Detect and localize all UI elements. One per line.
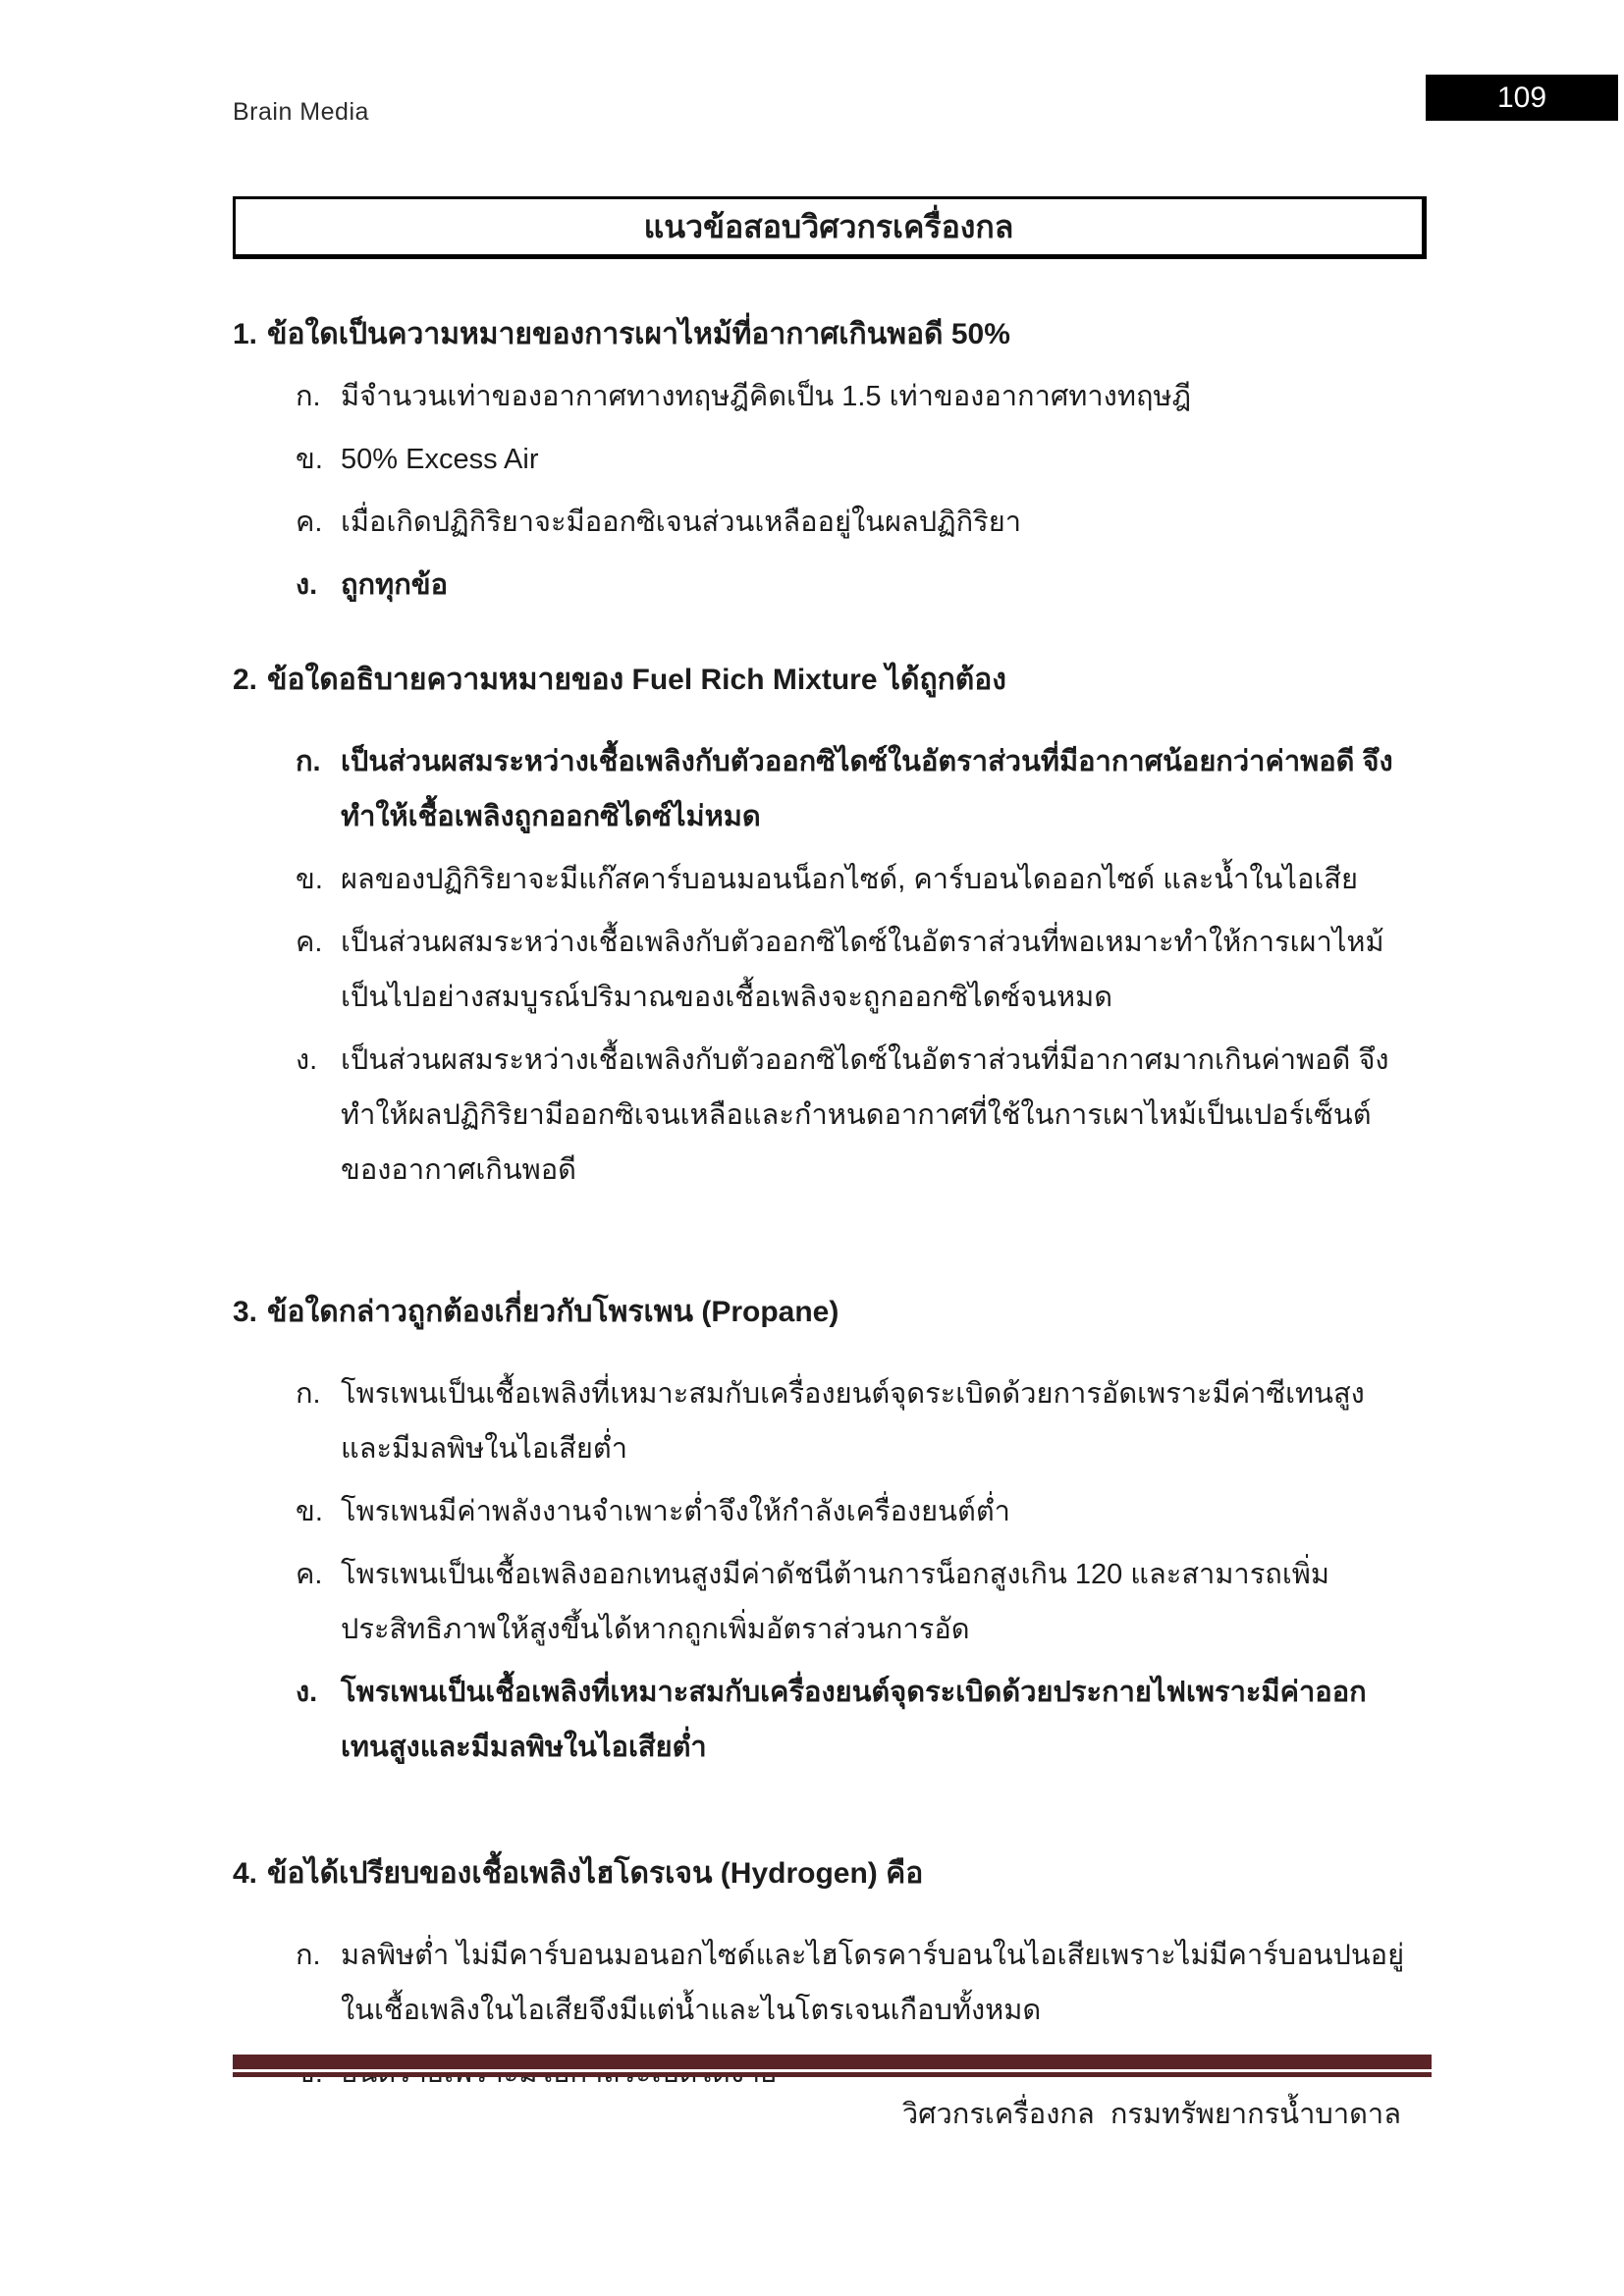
choice-label: ข.	[296, 1496, 323, 1527]
choice-list	[233, 369, 1427, 613]
choice-label: ข.	[296, 864, 323, 895]
question-block	[233, 314, 1427, 613]
question-number: 3.	[233, 1296, 258, 1328]
questions	[233, 314, 1427, 2042]
title-box	[233, 196, 1427, 259]
choice-list	[233, 1366, 1427, 1775]
footer-divider	[233, 2055, 1432, 2077]
choice-row	[233, 369, 1427, 424]
choice-label: ก.	[296, 1378, 321, 1410]
choice-text: เป็นส่วนผสมระหว่างเชื้อเพลิงกับตัวออกซิไดซ์ในอัตราส่วนที่มีอากาศมากเกินค่าพอดี จึงทำให้ผลปฏิกิริยามีออกซิเจนเหลือและกำหนดอากาศที่ใช้ในการเผาไหม้เป็นเปอร์เซ็นต์ของอากาศเกินพอดี	[341, 1044, 1389, 1186]
choice-label: ค.	[296, 1559, 323, 1590]
page-number-badge	[1426, 75, 1618, 121]
choice-text: เป็นส่วนผสมระหว่างเชื้อเพลิงกับตัวออกซิไดซ์ในอัตราส่วนที่มีอากาศน้อยกว่าค่าพอดี จึงทำให้เชื้อเพลิงถูกออกซิไดซ์ไม่หมด	[341, 746, 1393, 832]
question-text: ข้อใดกล่าวถูกต้องเกี่ยวกับโพรเพน (Propane)	[267, 1296, 839, 1328]
choice-row	[233, 558, 1427, 613]
choice-row	[233, 1547, 1427, 1657]
choice-row	[233, 1928, 1427, 2038]
brand-header: Brain Media	[233, 98, 369, 126]
choice-label: ก.	[296, 1940, 321, 1971]
question-heading	[233, 1292, 1427, 1333]
choice-text: มีจำนวนเท่าของอากาศทางทฤษฎีคิดเป็น 1.5 เท่าของอากาศทางทฤษฎี	[341, 381, 1192, 412]
choice-row	[233, 1366, 1427, 1476]
footer-credit: วิศวกรเครื่องกล กรมทรัพยากรน้ำบาดาล	[901, 2099, 1401, 2130]
choice-label: ค.	[296, 507, 323, 538]
question-number: 2.	[233, 664, 258, 696]
page-number: 109	[1496, 80, 1547, 114]
choice-text: เป็นส่วนผสมระหว่างเชื้อเพลิงกับตัวออกซิไดซ์ในอัตราส่วนที่พอเหมาะทำให้การเผาไหม้เป็นไปอย่างสมบูรณ์ปริมาณของเชื้อเพลิงจะถูกออกซิไดซ์จนหมด	[341, 927, 1384, 1013]
choice-text: ถูกทุกข้อ	[341, 569, 449, 601]
footer-divider-thick-band	[233, 2055, 1432, 2069]
choice-text: มลพิษต่ำ ไม่มีคาร์บอนมอนอกไซด์และไฮโดรคาร์บอนในไอเสียเพราะไม่มีคาร์บอนปนอยู่ในเชื้อเพลิงในไอเสียจึงมีแต่น้ำและไนโตรเจนเกือบทั้งหมด	[341, 1940, 1405, 2026]
choice-row	[233, 852, 1427, 907]
choice-label: ก.	[296, 746, 321, 777]
choice-text: โพรเพนเป็นเชื้อเพลิงที่เหมาะสมกับเครื่องยนต์จุดระเบิดด้วยประกายไฟเพราะมีค่าออก เทนสูงและมีมลพิษในไอเสียต่ำ	[341, 1677, 1367, 1763]
choice-row	[233, 1484, 1427, 1539]
choice-label: ค.	[296, 927, 323, 958]
question-heading	[233, 314, 1427, 355]
choice-row	[233, 1665, 1427, 1775]
question-heading	[233, 1853, 1427, 1895]
question-text: ข้อได้เปรียบของเชื้อเพลิงไฮโดรเจน (Hydrogen) คือ	[267, 1857, 924, 1890]
choice-text: 50% Excess Air	[341, 444, 539, 475]
choice-label: ง.	[296, 569, 318, 601]
question-block	[233, 1292, 1427, 1775]
choice-row	[233, 1033, 1427, 1198]
choice-label: ก.	[296, 381, 321, 412]
page-title: แนวข้อสอบวิศวกรเครื่องกล	[643, 208, 1014, 244]
choice-text: เมื่อเกิดปฏิกิริยาจะมีออกซิเจนส่วนเหลืออยู่ในผลปฏิกิริยา	[341, 507, 1021, 538]
footer-divider-thin-band	[233, 2072, 1432, 2077]
choice-row	[233, 734, 1427, 844]
question-text: ข้อใดอธิบายความหมายของ Fuel Rich Mixture ได้ถูกต้อง	[267, 664, 1006, 696]
question-text: ข้อใดเป็นความหมายของการเผาไหม้ที่อากาศเกินพอดี 50%	[267, 318, 1010, 350]
question-block	[233, 660, 1427, 1198]
choice-row	[233, 915, 1427, 1025]
question-number: 1.	[233, 318, 258, 350]
choice-row	[233, 495, 1427, 550]
choice-label: ข.	[296, 444, 323, 475]
question-number: 4.	[233, 1857, 258, 1890]
choice-text: โพรเพนมีค่าพลังงานจำเพาะต่ำจึงให้กำลังเครื่องยนต์ต่ำ	[341, 1496, 1010, 1527]
choice-label: ง.	[296, 1044, 318, 1076]
choice-text: โพรเพนเป็นเชื้อเพลิงที่เหมาะสมกับเครื่องยนต์จุดระเบิดด้วยการอัดเพราะมีค่าซีเทนสูงและมีมลพิษในไอเสียต่ำ	[341, 1378, 1365, 1465]
choice-label: ง.	[296, 1677, 318, 1708]
choice-row	[233, 432, 1427, 487]
choice-list	[233, 734, 1427, 1198]
question-heading	[233, 660, 1427, 701]
choice-text: ผลของปฏิกิริยาจะมีแก๊สคาร์บอนมอนน็อกไซด์, คาร์บอนไดออกไซด์ และน้ำในไอเสีย	[341, 864, 1358, 895]
choice-text: โพรเพนเป็นเชื้อเพลิงออกเทนสูงมีค่าดัชนีต้านการน็อกสูงเกิน 120 และสามารถเพิ่มประสิทธิภาพให้สูงขึ้นได้หากถูกเพิ่มอัตราส่วนการอัด	[341, 1559, 1329, 1645]
